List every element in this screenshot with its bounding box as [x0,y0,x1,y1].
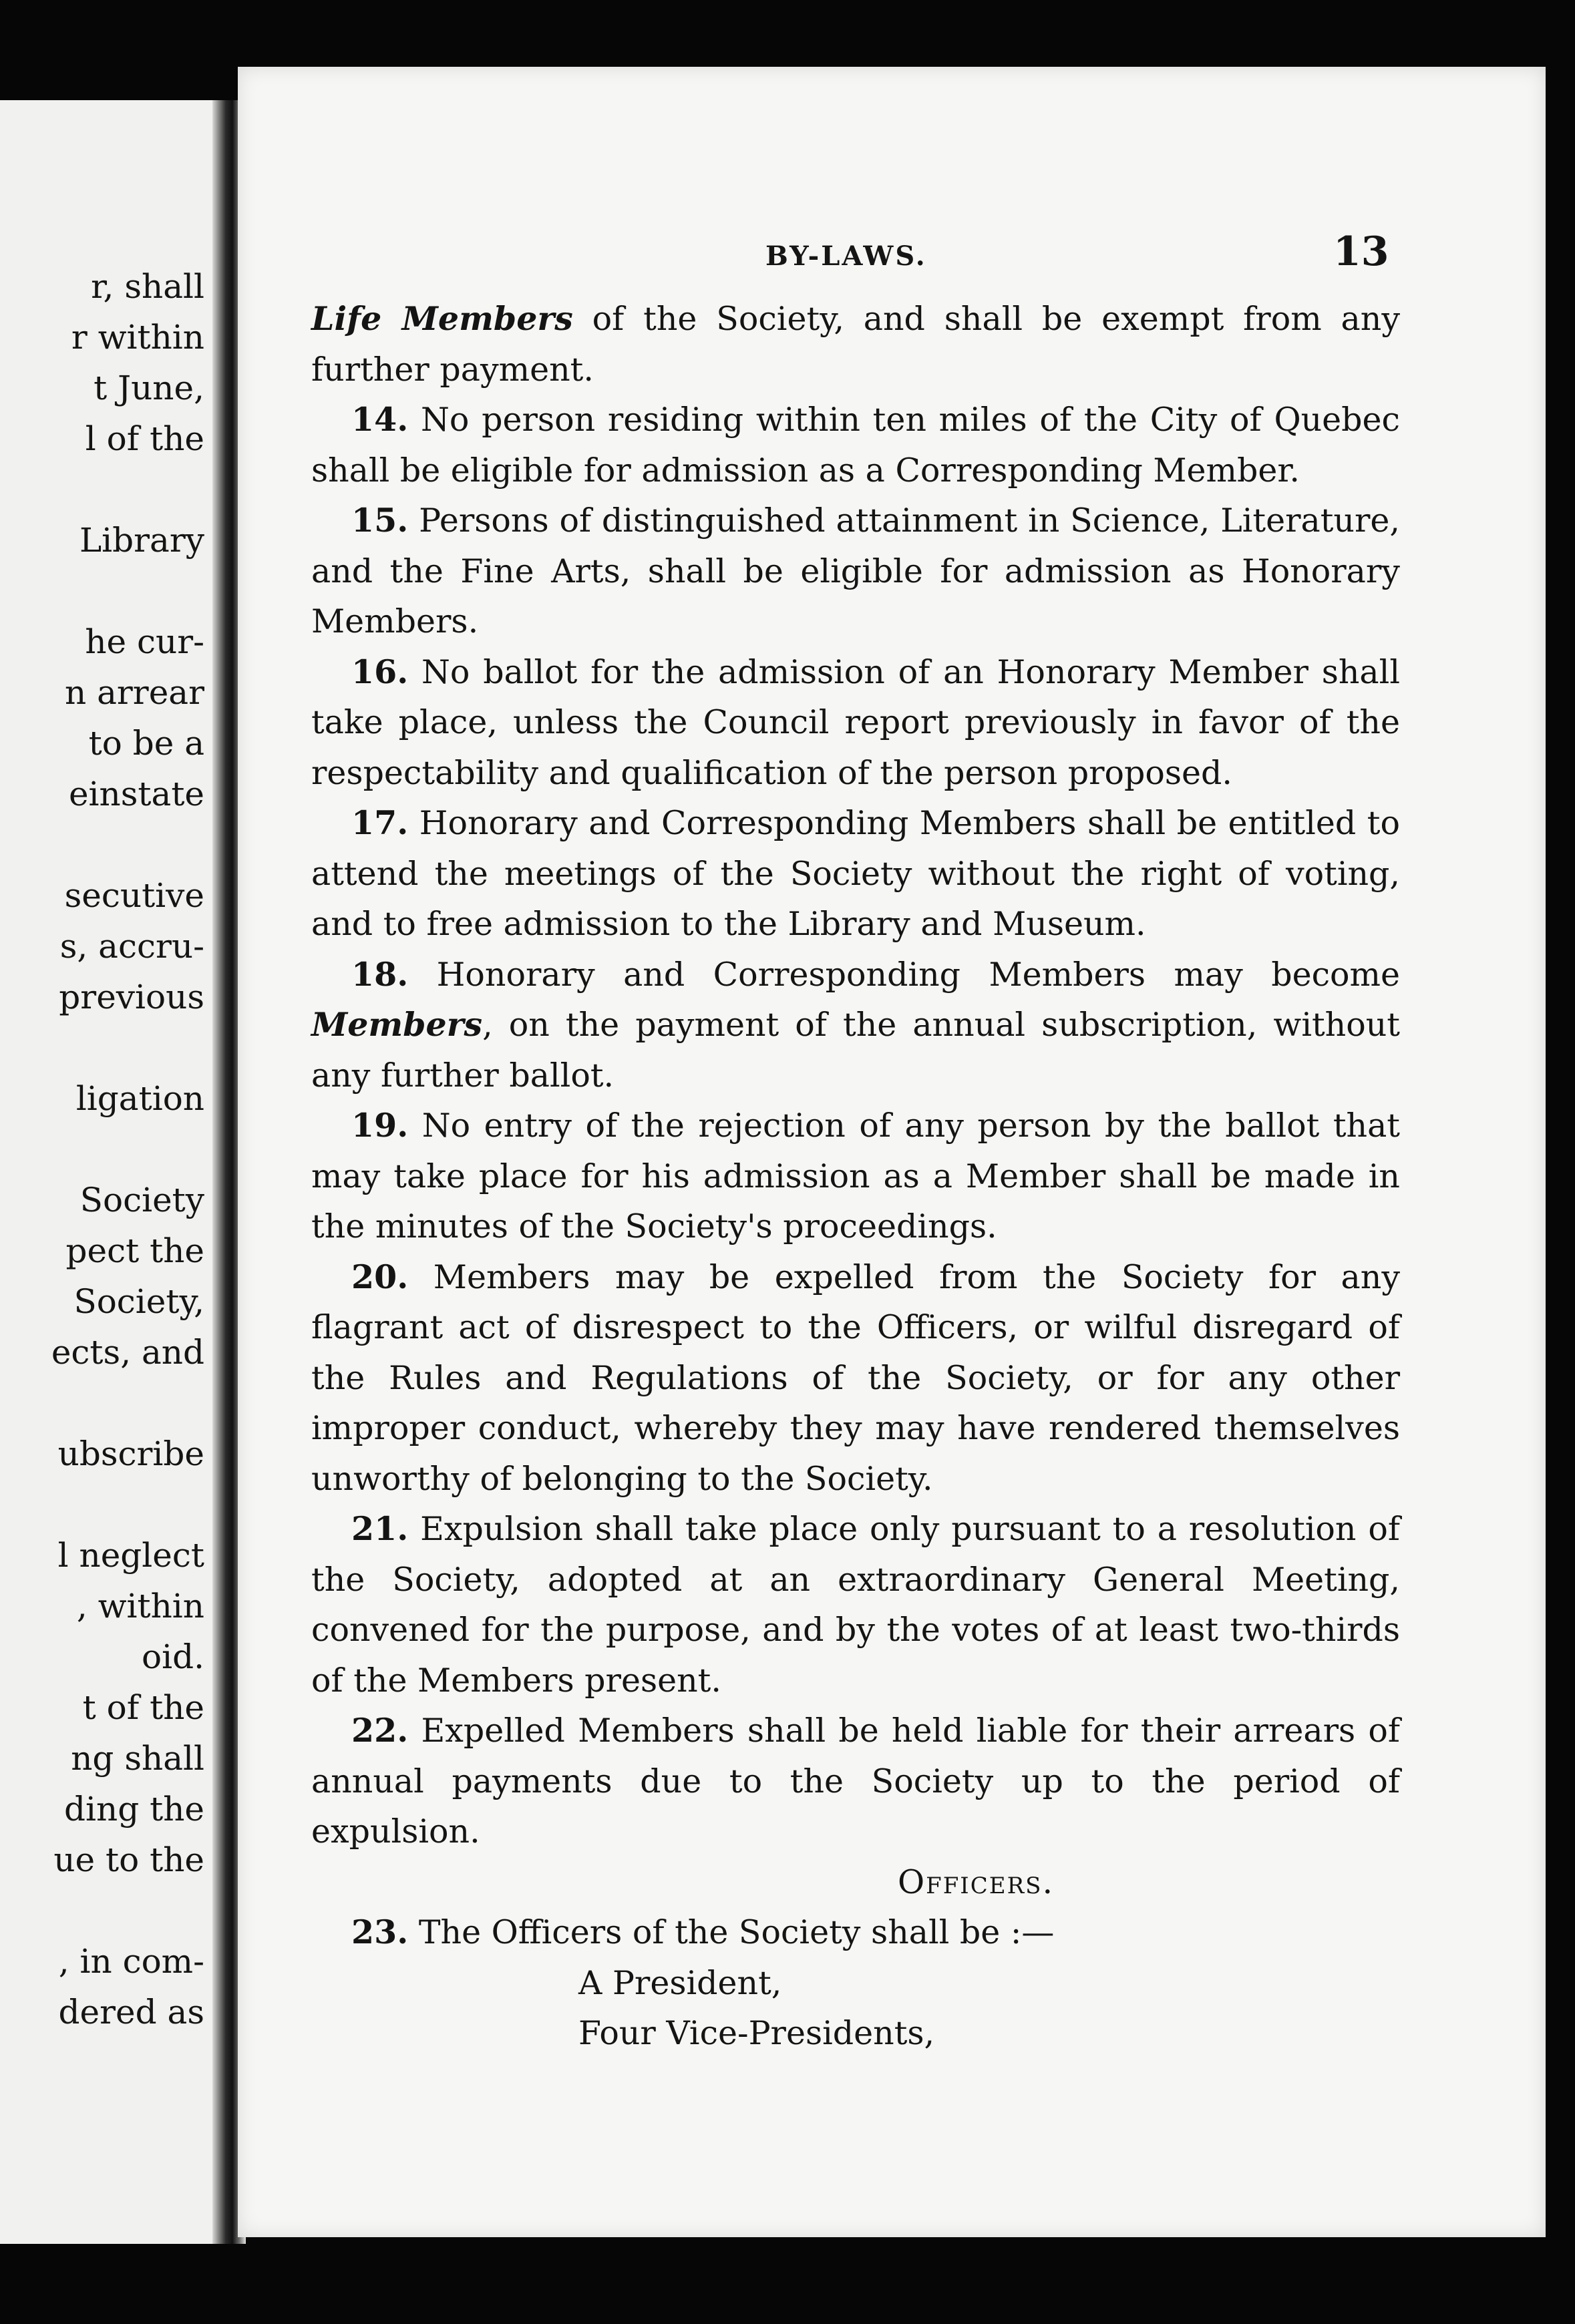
left-page-line: r within [71,318,204,357]
paragraph-number: 19. [351,1106,409,1145]
left-page-line: n arrear [64,673,204,712]
office-president: A President, [578,1963,782,2002]
paragraph-number: 15. [351,501,409,540]
left-page-line: t June, [94,369,204,407]
paragraph-text: No entry of the rejection of any person by the ballot that may take place for his admission as a Member shall be made in the minutes of the Society's proceedings. [311,1107,1400,1245]
paragraph-number: 16. [351,652,409,691]
paragraph-22 [311,1706,1400,1857]
left-page-line: , in com- [58,1942,204,1981]
left-page-line: secutive [64,876,204,915]
paragraph-20 [311,1252,1400,1505]
left-page-line: Society, [73,1282,204,1321]
running-head: BY-LAWS. [765,240,927,272]
paragraph-number: 14. [351,400,409,439]
left-page-line: to be a [88,724,204,763]
by-laws-body [311,294,1400,2059]
left-page-line: , within [76,1587,204,1625]
left-facing-page [0,100,220,2244]
paragraph-text: No person residing within ten miles of the City of Quebec shall be eligible for admission as a Corresponding Member. [311,401,1400,490]
page-header [238,228,1546,287]
paragraph-text: Persons of distinguished attainment in Science, Literature, and the Fine Arts, shall be eligible for admission as Honorary Members. [311,502,1400,640]
paragraph-23 [311,1907,1400,1958]
paragraph-number: 18. [351,954,409,994]
paragraph-text: No ballot for the admission of an Honorary Member shall take place, unless the Council report previously in favor of the respectability and qualification of the person proposed. [311,652,1400,792]
left-page-line: einstate [68,775,204,813]
paragraph-life-members [311,294,1400,395]
left-page-line: l neglect [57,1536,204,1575]
left-page-line: ubscribe [57,1434,204,1473]
paragraph-16 [311,647,1400,799]
left-page-line: s, accru- [59,927,204,966]
left-page-line: dered as [58,1993,204,2031]
paragraph-19 [311,1101,1400,1252]
paragraph-number: 20. [351,1257,409,1296]
officers-heading: Officers. [897,1863,1055,1901]
left-page-line: pect the [65,1231,204,1270]
left-page-line: ue to the [53,1841,204,1879]
italic-members: Members [311,1005,483,1044]
right-page [238,67,1546,2237]
paragraph-text: , on the payment of the annual subscription, without any further ballot. [311,1006,1400,1095]
paragraph-number: 23. [351,1913,409,1951]
left-page-line: t of the [82,1688,204,1727]
paragraph-text: Honorary and Corresponding Members may become [408,955,1400,994]
left-page-line: previous [59,978,204,1016]
paragraph-21 [311,1504,1400,1706]
paragraph-number: 22. [351,1711,409,1750]
left-page-line: Library [79,521,204,560]
paragraph-text: of the Society, and shall be exempt from any further payment. [311,300,1401,389]
page-number: 13 [1333,228,1389,275]
left-page-line: oid. [142,1637,204,1676]
left-page-line: ding the [64,1790,204,1828]
left-page-line: r, shall [91,267,204,306]
paragraph-14 [311,395,1400,496]
left-page-line: l of the [85,419,204,458]
paragraph-number: 17. [351,803,409,842]
left-page-line: ng shall [71,1739,204,1778]
left-page-line: he cur- [85,622,204,661]
paragraph-text: Expelled Members shall be held liable for their arrears of annual payments due to the Society up to the period of expulsion. [311,1712,1400,1851]
left-page-line: ligation [75,1079,204,1118]
paragraph-18 [311,950,1400,1101]
left-page-line: ects, and [51,1333,204,1372]
paragraph-text: Expulsion shall take place only pursuant to a resolution of the Society, adopted at an extraordinary General Meeting, convened for the purpose, and by the votes of at least two-thirds of the Members present. [311,1510,1400,1700]
italic-lead: Life Members [311,299,573,338]
paragraph-text: Honorary and Corresponding Members shall be entitled to attend the meetings of the Society without the right of voting, and to free admission to the Library and Museum. [311,804,1400,943]
paragraph-text: The Officers of the Society shall be :— [408,1913,1055,1951]
paragraph-17 [311,798,1400,950]
paragraph-number: 21. [351,1509,409,1548]
paragraph-text: Members may be expelled from the Society for any flagrant act of disrespect to the Officers, or wilful disregard of the Rules and Regulations of the Society, or for any other improper conduct, whereby they may have rendered themselves unworthy of belonging to the Society. [311,1257,1400,1498]
left-page-line: Society [79,1181,204,1219]
office-vice-presidents: Four Vice-Presidents, [578,2014,935,2052]
paragraph-15 [311,496,1400,647]
